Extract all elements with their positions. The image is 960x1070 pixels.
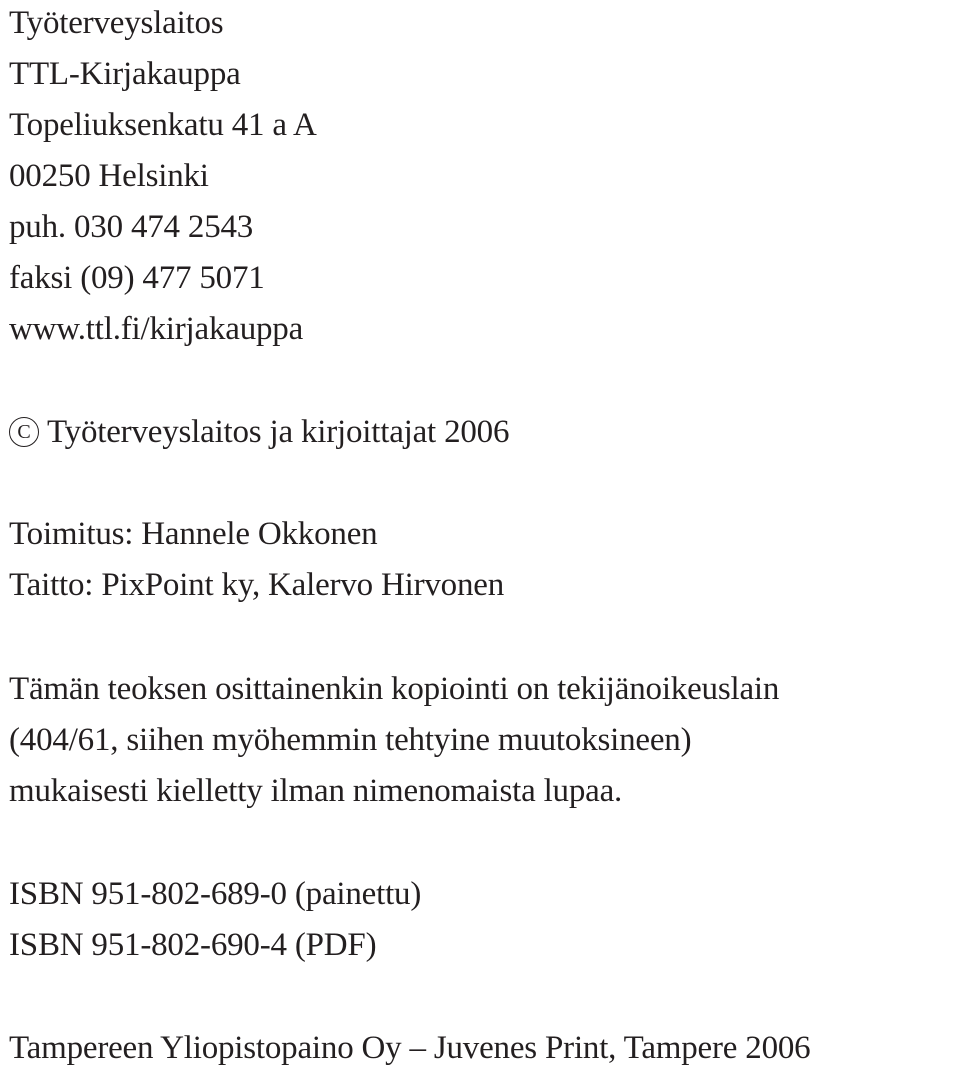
publisher-fax: faksi (09) 477 5071 (9, 260, 265, 296)
copyright-line (9, 412, 509, 452)
notice-line-3: mukaisesti kielletty ilman nimenomaista lupaa. (9, 773, 623, 809)
credits-layout: Taitto: PixPoint ky, Kalervo Hirvonen (9, 567, 505, 603)
publisher-web: www.ttl.fi/kirjakauppa (9, 311, 304, 347)
credits-editor: Toimitus: Hannele Okkonen (9, 516, 378, 552)
notice-line-2: (404/61, siihen myöhemmin tehtyine muutoksineen) (9, 722, 692, 758)
publisher-shop: TTL-Kirjakauppa (9, 56, 241, 92)
notice-line-1: Tämän teoksen osittainenkin kopiointi on tekijänoikeuslain (9, 671, 780, 707)
publisher-postal: 00250 Helsinki (9, 158, 209, 194)
copyright-icon: C (9, 417, 39, 447)
isbn-pdf: ISBN 951-802-690-4 (PDF) (9, 927, 377, 963)
publisher-phone: puh. 030 474 2543 (9, 209, 254, 245)
publisher-name: Työterveyslaitos (9, 5, 224, 41)
publisher-street: Topeliuksenkatu 41 a A (9, 107, 317, 143)
isbn-print: ISBN 951-802-689-0 (painettu) (9, 876, 422, 912)
copyright-text: Työterveyslaitos ja kirjoittajat 2006 (47, 414, 510, 450)
printer-line: Tampereen Yliopistopaino Oy – Juvenes Print, Tampere 2006 (9, 1030, 811, 1066)
